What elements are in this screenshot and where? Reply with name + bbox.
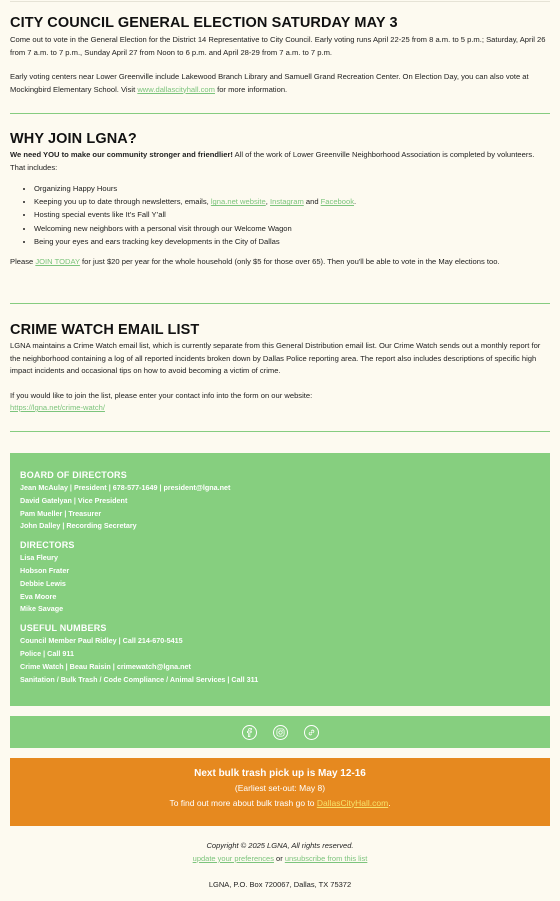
bulk-trash-banner [10,758,550,826]
mailing-address: LGNA, P.O. Box 720067, Dallas, TX 75372 [208,880,352,889]
list-item: • Hosting special events like It’s Fall Y’all [34,208,550,221]
useful-numbers-heading: USEFUL NUMBERS [20,623,107,634]
facebook-link[interactable]: Facebook [320,197,355,207]
director-name: Eva Moore [20,591,57,601]
board-of-directors-box [10,453,550,706]
dallascityhall-bulk-link[interactable]: DallasCityHall.com [316,797,389,808]
useful-number: Police | Call 911 [20,648,74,658]
director-name: Hobson Frater [20,565,70,575]
crime-watch-paragraph-1: LGNA maintains a Crime Watch email list, which is currently separate from this General Distribution email list. Our Crime Watch sends out a monthly report for the neighborhood containing a log of all reported incidents broken down by Dallas Police reporting area. The report also includes descriptions of specific high impact incidents and occasional tips on how to avoid becoming a victim of crime. [10,341,541,375]
useful-number: Crime Watch | Beau Raisin | crimewatch@lgna.net [20,661,191,671]
volunteer-list [34,182,550,248]
update-preferences-link[interactable]: update your preferences [192,854,274,863]
list-item: • Keeping you up to date through newsletters, emails, lgna.net website, Instagram and Facebook. [34,195,550,208]
crime-watch-title: CRIME WATCH EMAIL LIST [10,322,200,338]
link-icon[interactable] [304,725,319,740]
why-join-section [0,131,560,269]
facebook-icon[interactable] [242,725,257,740]
bulk-trash-date: Next bulk trash pick up is May 12-16 [194,768,366,779]
instagram-icon[interactable] [273,725,288,740]
list-item: • Welcoming new neighbors with a personal visit through our Welcome Wagon [34,222,550,235]
director-name: Lisa Fleury [20,553,58,563]
copyright: Copyright © 2025 LGNA, All rights reserved. [206,841,354,850]
crime-watch-section [0,322,560,415]
director-name: Mike Savage [20,604,64,614]
useful-number: Sanitation / Bulk Trash / Code Compliance / Animal Services | Call 311 [20,674,259,684]
crime-watch-link[interactable]: https://lgna.net/crime-watch/ [10,403,105,412]
dallascityhall-link[interactable]: www.dallascityhall.com [137,84,215,94]
lgna-website-link[interactable]: lgna.net website [210,197,266,207]
unsubscribe-link[interactable]: unsubscribe from this list [284,854,368,863]
board-member: David Gatelyan | Vice President [20,495,128,505]
election-paragraph-2: Early voting centers near Lower Greenville include Lakewood Branch Library and Samuell Grand Recreation Center. On Election Day, you can also vote at Mockingbird Elementary School. Visit www.dallascityhall.com for more information. [10,72,529,94]
divider [10,113,550,114]
board-member: John Dalley | Recording Secretary [20,521,137,531]
director-name: Debbie Lewis [20,578,66,588]
divider [10,303,550,304]
election-paragraph-1: Come out to vote in the General Election for the District 14 Representative to City Council. Early voting runs April 22-25 from 8 a.m. to 5 p.m.; Saturday, April 26 from 7 a.m. to 7 p.m., Sunday April 27 from Noon to 6 p.m. and April 28-29 from 7 a.m. to 7 p.m. [10,35,546,57]
election-title: CITY COUNCIL GENERAL ELECTION SATURDAY MAY 3 [10,15,398,31]
board-member: Jean McAulay | President | 678-577-1649 | president@lgna.net [20,483,231,492]
social-icons-bar [10,716,550,748]
list-item: • Organizing Happy Hours [34,182,550,195]
election-section [0,15,560,96]
bulk-trash-info: To find out more about bulk trash go to DallasCityHall.com. [169,797,391,808]
useful-number: Council Member Paul Ridley | Call 214-670-5415 [20,636,183,646]
list-item: • Being your eyes and ears tracking key developments in the City of Dallas [34,235,550,248]
preference-links: update your preferences or unsubscribe from this list [192,854,368,863]
bulk-trash-setout: (Earliest set-out: May 8) [234,783,326,793]
why-join-intro: We need YOU to make our community stronger and friendlier! All of the work of Lower Greenville Neighborhood Association is completed by volunteers. That includes: [10,150,535,172]
instagram-link[interactable]: Instagram [270,197,304,207]
why-join-title: WHY JOIN LGNA? [10,131,137,147]
divider [10,431,550,432]
footer [0,840,560,891]
board-heading: BOARD OF DIRECTORS [20,470,127,480]
directors-heading: DIRECTORS [20,540,75,551]
join-today-link[interactable]: JOIN TODAY [35,257,80,267]
join-paragraph: Please JOIN TODAY for just $20 per year for the whole household (only $5 for those over 65). Then you'll be able to vote in the May elections too. [10,257,500,267]
board-member: Pam Mueller | Treasurer [20,508,102,518]
crime-watch-paragraph-2: If you would like to join the list, please enter your contact info into the form on our website: [10,390,313,400]
